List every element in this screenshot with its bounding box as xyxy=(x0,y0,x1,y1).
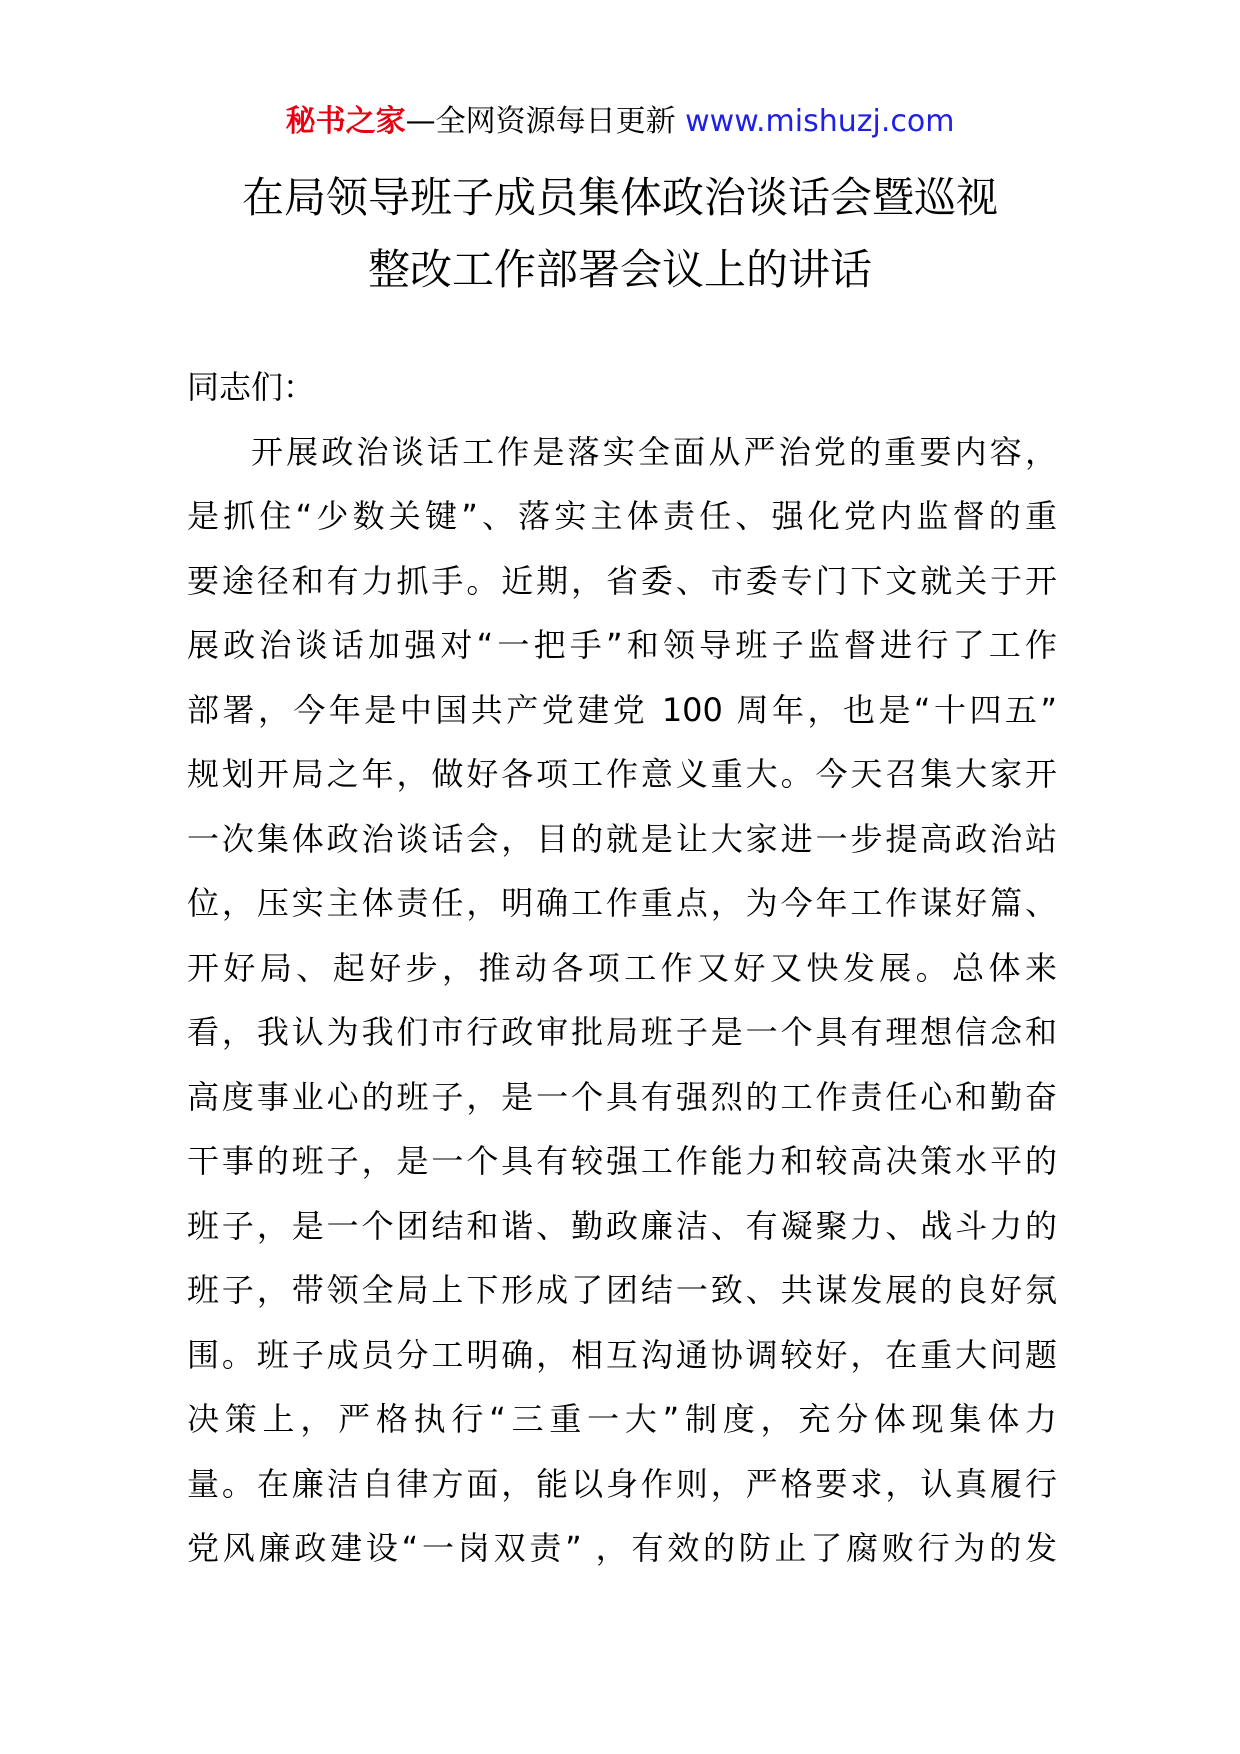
site-header xyxy=(0,100,1240,144)
title-line-1: 在局领导班子成员集体政治谈话会暨巡视 xyxy=(241,173,998,222)
body-line: 干事的班子，是一个具有较强工作能力和较高决策水平的 xyxy=(187,1142,1057,1180)
header-slogan: —全网资源每日更新 xyxy=(405,104,686,139)
brand-name: 秘书之家 xyxy=(285,104,406,139)
document-body xyxy=(187,355,1057,1581)
body-line: 开好局、起好步，推动各项工作又好又快发展。总体来 xyxy=(187,948,1057,987)
body-line: 看，我认为我们市行政审批局班子是一个具有理想信念和 xyxy=(187,1013,1057,1051)
body-line: 决策上，严格执行“三重一大”制度，充分体现集体力 xyxy=(187,1400,1057,1438)
title-line-2: 整改工作部署会议上的讲话 xyxy=(367,245,872,294)
body-line: 量。在廉洁自律方面，能以身作则，严格要求，认真履行 xyxy=(187,1464,1057,1503)
body-line: 展政治谈话加强对“一把手”和领导班子监督进行了工作 xyxy=(187,626,1057,664)
body-line: 班子，带领全局上下形成了团结一致、共谋发展的良好氛 xyxy=(187,1271,1057,1309)
body-line: 要途径和有力抓手。近期，省委、市委专门下文就关于开 xyxy=(187,561,1057,600)
body-line: 党风廉政建设“一岗双责” ，有效的防止了腐败行为的发 xyxy=(187,1529,1057,1567)
body-line: 部署，今年是中国共产党建党 100 周年，也是“十四五” xyxy=(187,690,1057,729)
document-title xyxy=(0,162,1240,306)
site-url[interactable]: www.mishuzj.com xyxy=(685,104,955,139)
body-line: 一次集体政治谈话会，目的就是让大家进一步提高政治站 xyxy=(187,819,1057,858)
body-line: 围。班子成员分工明确，相互沟通协调较好，在重大问题 xyxy=(187,1335,1057,1374)
body-line: 高度事业心的班子，是一个具有强烈的工作责任心和勤奋 xyxy=(187,1077,1057,1116)
body-line: 是抓住“少数关键”、落实主体责任、强化党内监督的重 xyxy=(187,497,1057,535)
body-line: 开展政治谈话工作是落实全面从严治党的重要内容， xyxy=(251,432,1057,471)
body-line: 位，压实主体责任，明确工作重点，为今年工作谋好篇、 xyxy=(187,884,1057,922)
body-line: 规划开局之年，做好各项工作意义重大。今天召集大家开 xyxy=(187,755,1057,793)
salutation: 同志们： xyxy=(187,368,316,406)
body-line: 班子，是一个团结和谐、勤政廉洁、有凝聚力、战斗力的 xyxy=(187,1206,1057,1245)
